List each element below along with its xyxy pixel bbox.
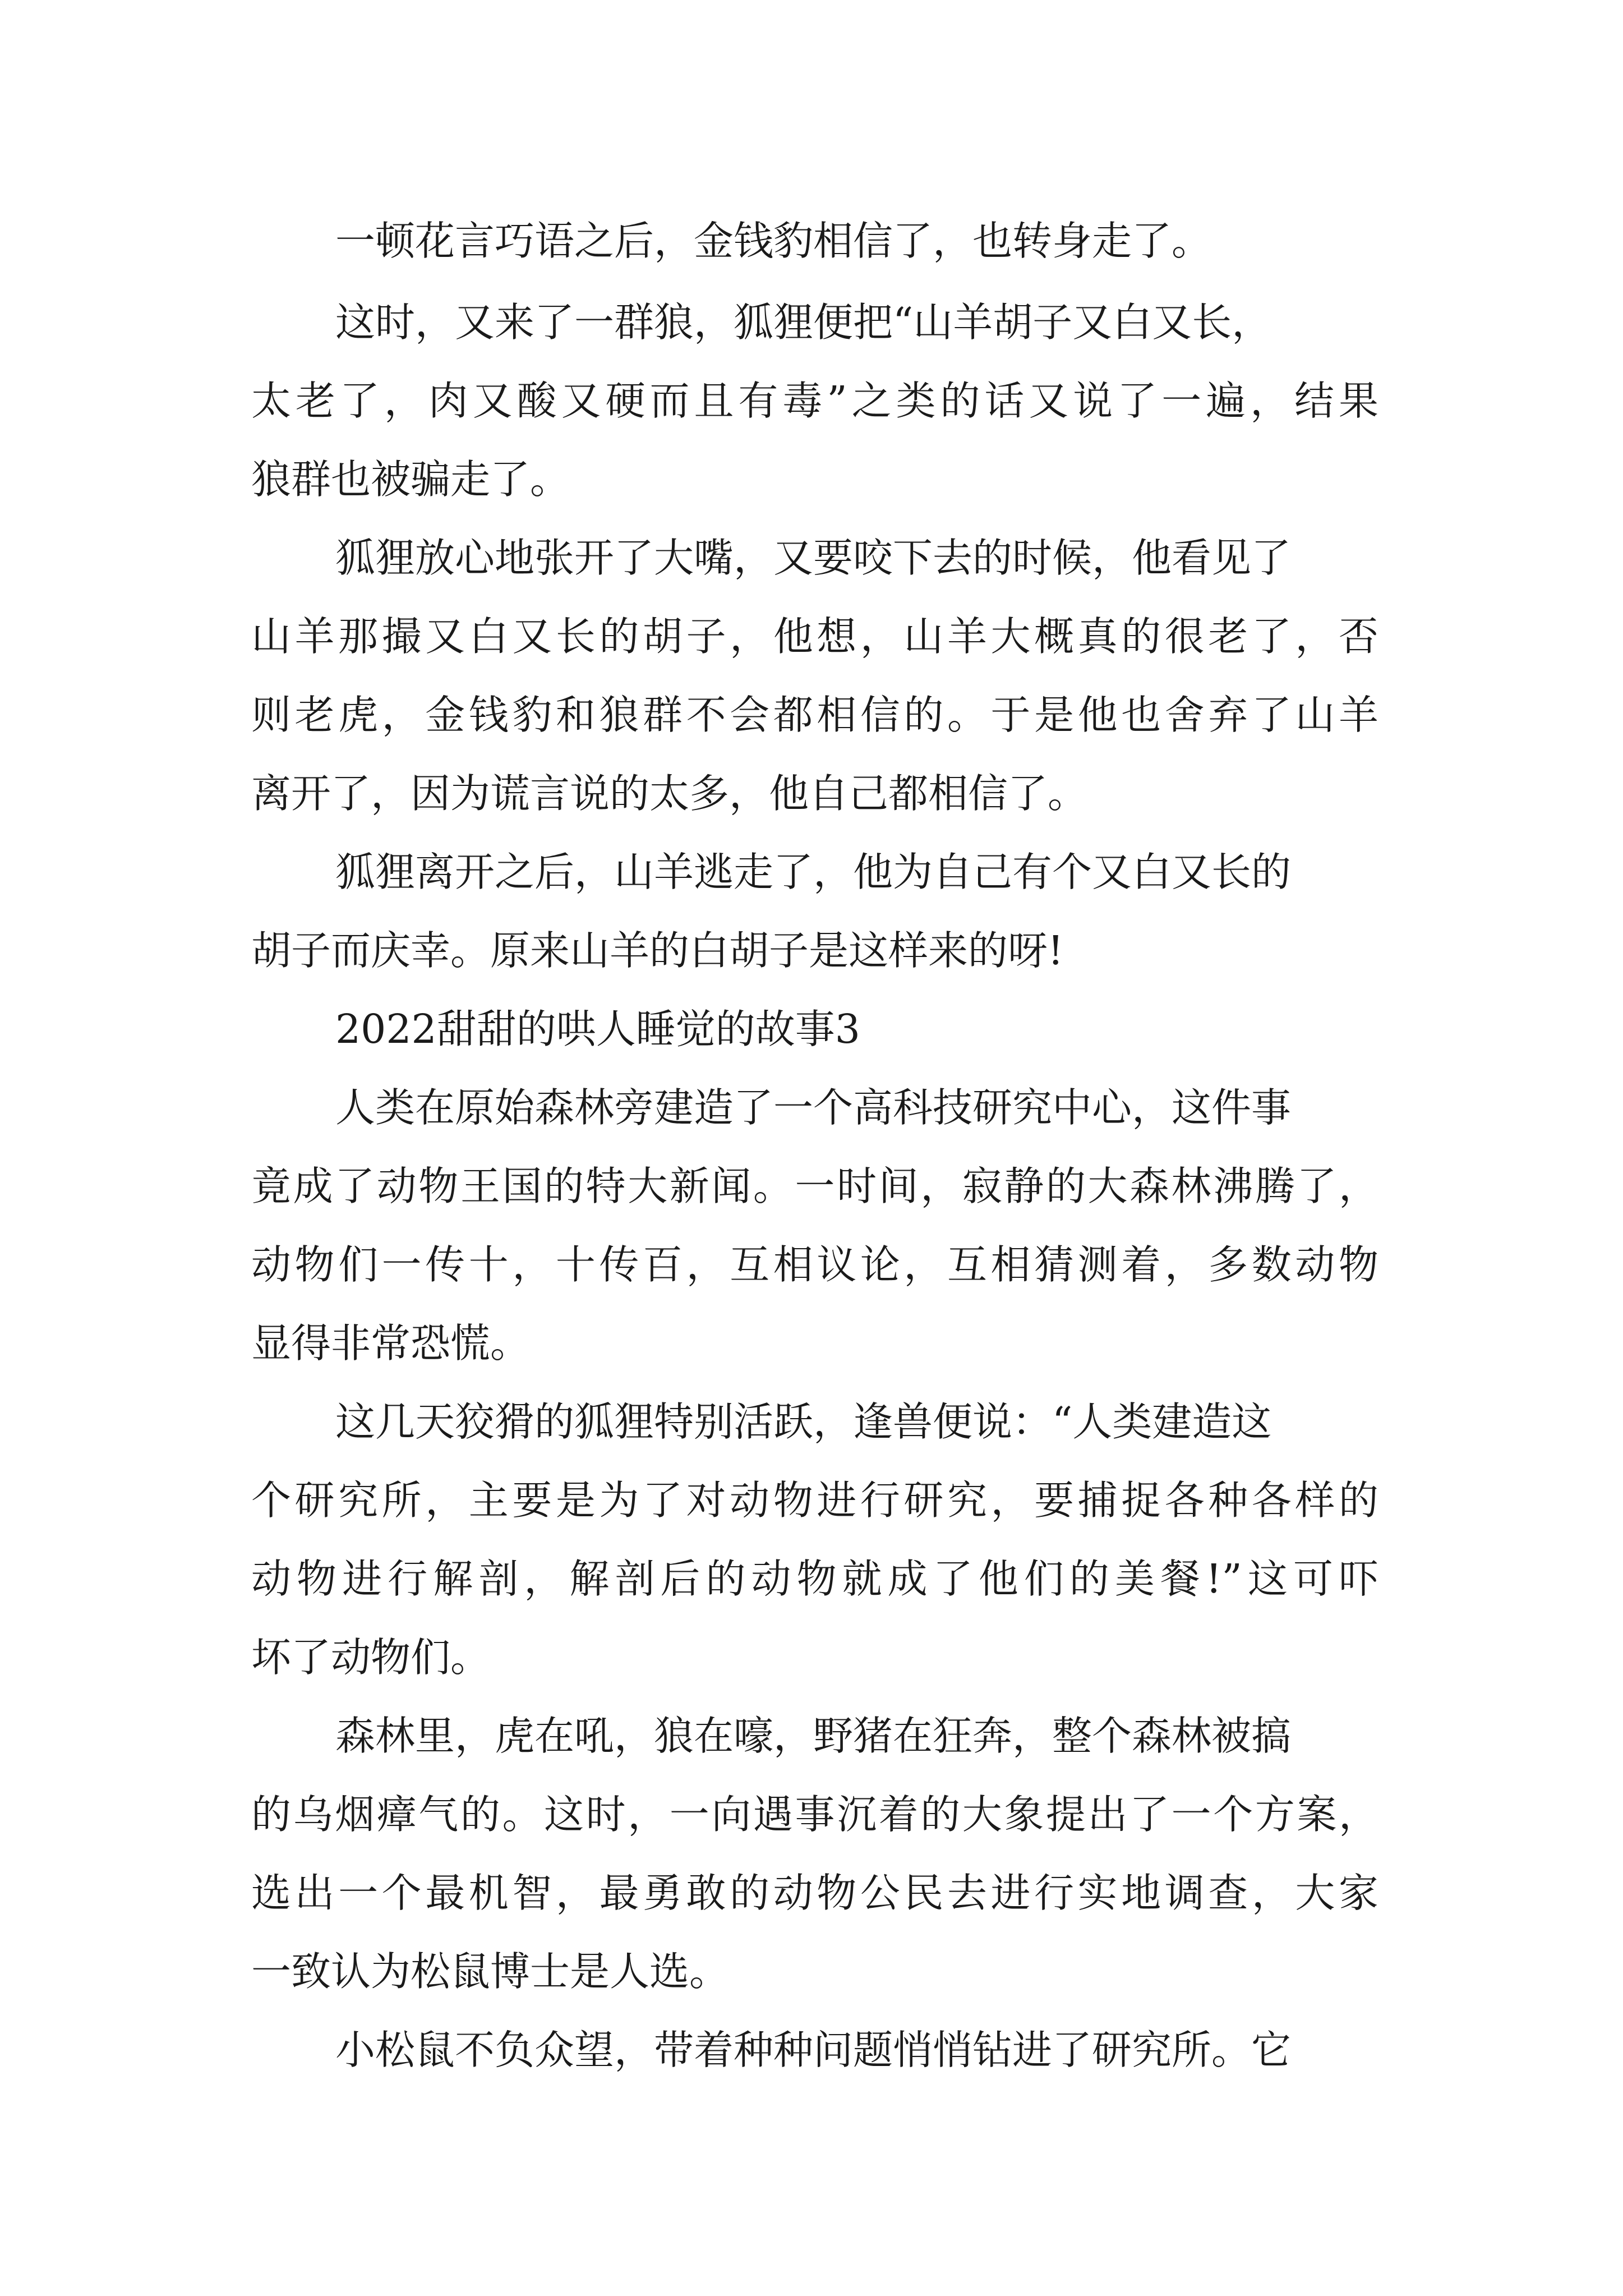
text-line: 山羊那撮又白又长的胡子，他想，山羊大概真的很老了，否: [251, 613, 1378, 660]
section-heading: 2022甜甜的哄人睡觉的故事3: [335, 1006, 860, 1052]
text-line: 的乌烟瘴气的。这时，一向遇事沉着的大象提出了一个方案，: [251, 1791, 1378, 1838]
text-line: 太老了，肉又酸又硬而且有毒”之类的话又说了一遍，结果: [251, 378, 1378, 424]
text-line: 动物进行解剖，解剖后的动物就成了他们的美餐!”这可吓: [251, 1556, 1378, 1602]
text-line: 这时，又来了一群狼，狐狸便把“山羊胡子又白又长，: [335, 299, 1272, 346]
text-line: 动物们一传十，十传百，互相议论，互相猜测着，多数动物: [251, 1241, 1378, 1288]
text-line: 这几天狡猾的狐狸特别活跃，逢兽便说：“人类建造这: [335, 1398, 1272, 1445]
text-line: 狼群也被骗走了。: [251, 456, 570, 503]
text-line: 狐狸放心地张开了大嘴，又要咬下去的时候，他看见了: [335, 535, 1292, 581]
text-line: 狐狸离开之后，山羊逃走了，他为自己有个又白又长的: [335, 849, 1292, 895]
text-line: 离开了，因为谎言说的太多，他自己都相信了。: [251, 770, 1088, 817]
text-line: 一顿花言巧语之后，金钱豹相信了，也转身走了。: [335, 218, 1212, 264]
text-line: 胡子而庆幸。原来山羊的白胡子是这样来的呀!: [251, 927, 1064, 974]
text-line: 竟成了动物王国的特大新闻。一时间，寂静的大森林沸腾了，: [251, 1163, 1378, 1209]
text-line: 个研究所，主要是为了对动物进行研究，要捕捉各种各样的: [251, 1477, 1378, 1524]
text-line: 小松鼠不负众望，带着种种问题悄悄钻进了研究所。它: [335, 2027, 1292, 2073]
text-line: 一致认为松鼠博士是人选。: [251, 1948, 730, 1995]
text-line: 坏了动物们。: [251, 1634, 491, 1681]
text-line: 森林里，虎在吼，狼在嚎，野猪在狂奔，整个森林被搞: [335, 1713, 1292, 1759]
text-line: 显得非常恐慌。: [251, 1320, 531, 1366]
text-line: 选出一个最机智，最勇敢的动物公民去进行实地调查，大家: [251, 1870, 1378, 1916]
text-line: 则老虎，金钱豹和狼群不会都相信的。于是他也舍弃了山羊: [251, 692, 1378, 738]
text-line: 人类在原始森林旁建造了一个高科技研究中心，这件事: [335, 1084, 1292, 1131]
